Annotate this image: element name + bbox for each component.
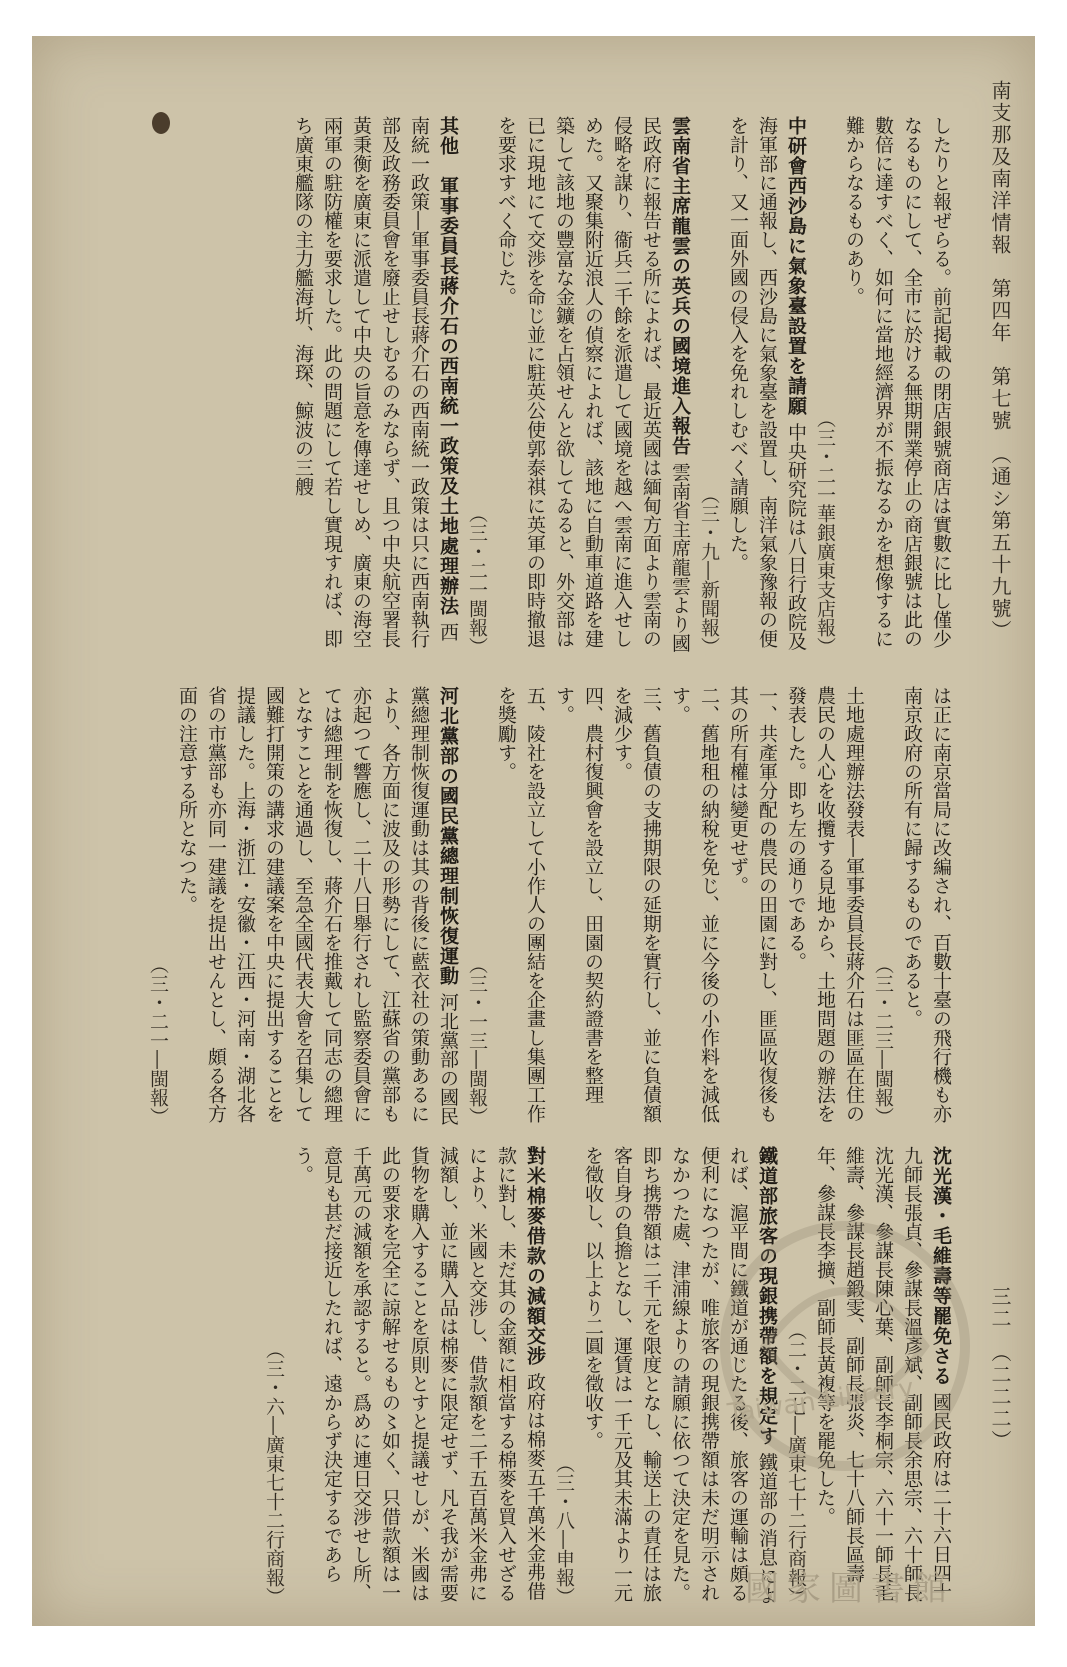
intro-paragraph: [810, 116, 955, 656]
continuation-text: は正に南京當局に改編され、百數十臺の飛行機も亦南京政府の所有に歸するものであると。: [901, 686, 952, 1123]
intro-text: したりと報ぜらる。前記掲載の閉店銀號商店は實數に比し僅少なるものにして、全市に於ける無期開業停止の商店銀號は此の數倍に達すべく、如何に當地經濟界が不振なるかを想像するに難からなるものあり。: [843, 116, 952, 648]
article-southwest-policy: [288, 116, 462, 656]
upper-text-band: [82, 116, 955, 656]
land-item: 四、農村復興會を設立し、田園の契約證書を整理す。: [553, 686, 604, 1104]
article-title: 雲南省主席龍雲の英兵の國境進入報告: [669, 116, 691, 456]
article-title: 沈光漢・毛維壽等罷免さる: [930, 1146, 952, 1386]
continuation-paragraph: [868, 686, 955, 1126]
land-items-source: （三・一三―閩報）: [466, 955, 488, 1126]
land-item: 二、舊地租の納稅を免じ、並に今後の小作料を減低す。: [669, 686, 720, 1123]
article-source: （三・二一閩報）: [466, 504, 488, 656]
article-title: 對米棉麥借款の減額交涉: [524, 1146, 546, 1366]
land-item-text: 五、陵社を設立して小作人の團結を企畫し集團工作を獎勵す。: [495, 686, 546, 1123]
article-body: 河北黨部の國民黨總理制恢復運動は其の背後に藍衣社の策動あるにより、各方面に波及の形勢にして、江蘇省の黨部も亦起つて響應し、二十八日舉行されし監察委員會にては總理制を恢復し、蔣介石を推戴して同志の總理となすことを通過し、至急全國代表大會を召集して國難打開策の講求の建議案を中央に提出することを提議した。上海・浙江・安徽・江西・河南・湖北各省の市黨部も亦同一建議を提出せんとし、頗る各方面の注意する所となつた。: [176, 686, 459, 1126]
article-source: （三・八―申報）: [553, 1454, 575, 1606]
article-weather-station: [694, 116, 810, 656]
article-body: 雲南省主席龍雲より國民政府に報告せる所によれば、最近英國は緬甸方面より雲南の侵略を謀り、衞兵二千餘を派遣して國境を越へ雲南に進入せしめた。又聚集附近浪人の偵察によれば、該地に自動車道路を建築して該地の豐富な金鑛を占領せんと欲してゐると、外交部は已に現地にて交渉を命じ並に駐英公使郭泰祺に英軍の即時撤退を要求すべく命じた。: [495, 116, 691, 653]
article-body: 鐵道部の消息によれば、滬平間に鐵道が通じたる後、旅客の運輸は頗る便利になつたが、唯旅客の現銀携帶額は未だ明示されなかつた處、津浦線よりの請願に依つて決定を見た。即ち携帶額は二千元を限度となし、輸送上の責任は旅客自身の負擔となし、運賃は一千元及其未滿より一元を徵收し、以上より二圓を徵收す。: [582, 1146, 778, 1605]
middle-text-band: [82, 686, 955, 1126]
article-source: （三・九―新聞報）: [698, 485, 720, 656]
article-source: （二・二七―廣東七十二行商報）: [785, 1321, 807, 1606]
watermark-subtitle: Taiwan Library: [726, 1373, 917, 1429]
article-hebei-party: [143, 686, 462, 1126]
article-title: 其他 軍事委員長蔣介石の西南統一政策及土地處理辦法: [437, 116, 459, 616]
watermark-title: 國家圖書館: [745, 1569, 955, 1609]
article-railway-cash: [549, 1146, 781, 1606]
land-item: 一、共產軍分配の農民の田園に對し、匪區收復後も其の所有權は變更せず。: [727, 686, 778, 1123]
article-cotton-wheat-loan: [259, 1146, 549, 1606]
article-body: 政府は棉麥五千萬米金弗借款に對し、未だ其の金額に相當する棉麥を買入せざるにより、米國と交涉し、借款額を二千五百萬米金弗に減額し、並に購入品は棉麥に限定せず、凡そ我が需要貨物を購入することを原則とすと提議せしが、米國は此の要求を完全に諒解せるもの〻如く、只借款額は一千萬元の減額を承認すると。爲めに連日交涉せし所、意見も甚だ接近したれば、遠からず決定するであらう。: [292, 1146, 546, 1602]
article-source: （三・二一―閩報）: [147, 955, 169, 1126]
land-item: 三、舊負債の支拂期限の延期を實行し、並に負債額を減少す。: [611, 686, 662, 1123]
running-header: 南支那及南洋情報 第四年 第七號 （通シ第五十九號）: [988, 80, 1012, 642]
land-policy-paragraph: [781, 686, 868, 1126]
article-source: （三・六―廣東七十二行商報）: [263, 1340, 285, 1606]
article-title: 中研會西沙島に氣象臺設置を請願: [785, 116, 807, 416]
continuation-source: （三・二三―閩報）: [872, 955, 894, 1126]
article-body: 中央研究院は八日行政院及海軍部に通報し、西沙島に氣象臺を設置し、南洋氣象豫報の便を計り、又一面外國の侵入を免れしむべく請願した。: [727, 116, 807, 651]
article-dismissals: [781, 1146, 955, 1606]
intro-source: （三・二一華銀廣東支店報）: [814, 409, 836, 656]
land-item: [462, 686, 549, 1126]
lower-text-band: [82, 1146, 955, 1606]
page-number: 三二 （二二二）: [988, 1286, 1012, 1452]
land-policy-text: 土地處理辦法發表―軍事委員長蔣介石は匪區在住の農民の人心を收攬する見地から、土地問題の辦法を發表した。即ち左の通りである。: [785, 686, 865, 1123]
document-page: [32, 36, 1035, 1626]
article-body: 國民政府は二十六日四十九師長張貞、參謀長溫彥斌、副師長余思宗、六十師長沈光漢、參謀長陳心葉、副師長李桐宗、六十一師長毛維壽、參謀長趙鍛雯、副師長張炎、七十八師長區壽年、參謀長李擴、副師長黃複等を罷免した。: [814, 1146, 952, 1602]
article-title: 河北黨部の國民黨總理制恢復運動: [437, 686, 459, 986]
article-title: 鐵道部旅客の現銀携帶額を規定す: [756, 1146, 778, 1446]
article-body: 西南統一政策―軍事委員長蔣介石の西南統一政策は只に西南執行部及政務委員會を廢止せしむるのみならず、且つ中央航空署長黃秉衡を廣東に派遣して中央の旨意を傳達せしめ、廣東の海空兩軍の駐防權を要求した。此の問題にして若し實現すれば、即ち廣東艦隊の主力艦海圻、海琛、鯨波の三艘: [292, 116, 459, 648]
article-yunnan-border: [462, 116, 694, 656]
